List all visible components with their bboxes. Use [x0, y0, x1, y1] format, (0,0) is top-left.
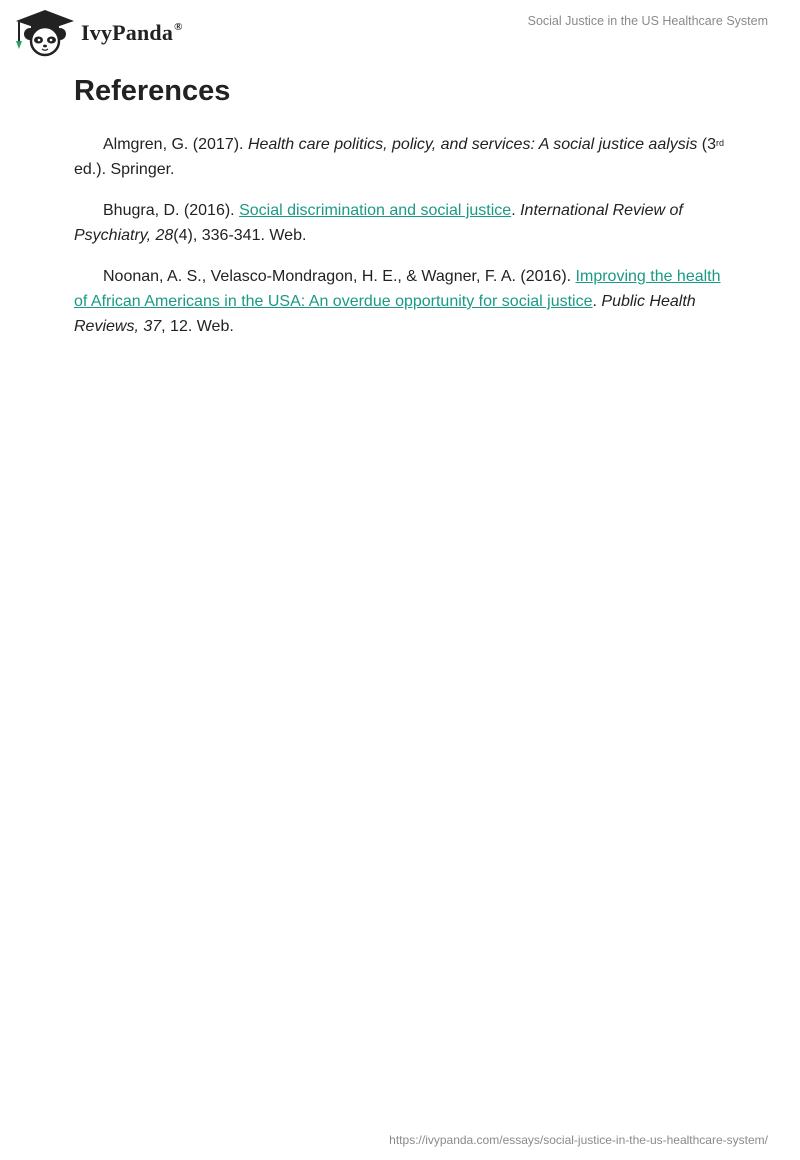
registered-mark: ®	[174, 20, 183, 33]
reference-journal: Public Health Reviews, 37	[74, 293, 696, 335]
reference-edition-pre: (3	[697, 136, 716, 153]
references-list	[74, 132, 734, 355]
reference-edition-sup: rd	[716, 138, 725, 148]
footer-url[interactable]: https://ivypanda.com/essays/social-justice-in-the-us-healthcare-system/	[389, 1133, 768, 1147]
reference-edition-post: ed.). Springer.	[74, 161, 175, 178]
reference-item	[74, 198, 734, 248]
reference-journal: International Review of Psychiatry, 28	[74, 202, 683, 244]
reference-authors: Almgren, G. (2017).	[103, 136, 248, 153]
reference-details: , 12. Web.	[161, 318, 234, 335]
reference-authors: Bhugra, D. (2016).	[103, 202, 240, 219]
ivypanda-logo[interactable]	[14, 7, 183, 57]
reference-item	[74, 264, 734, 339]
reference-link[interactable]: Improving the health of African Americans in the USA: An overdue opportunity for social justice	[74, 268, 721, 310]
page-heading: References	[74, 75, 231, 107]
reference-item	[74, 132, 734, 182]
panda-graduate-icon	[14, 7, 76, 57]
reference-separator: .	[511, 202, 521, 219]
reference-link[interactable]: Social discrimination and social justice	[239, 202, 512, 219]
document-title: Social Justice in the US Healthcare System	[527, 14, 768, 28]
reference-separator: .	[592, 293, 602, 310]
brand-text: IvyPanda	[81, 20, 174, 45]
brand-name	[81, 20, 183, 46]
reference-book-title: Health care politics, policy, and services: A social justice aalysis	[247, 136, 698, 153]
reference-authors: Noonan, A. S., Velasco-Mondragon, H. E., & Wagner, F. A. (2016).	[103, 268, 576, 285]
reference-details: (4), 336-341. Web.	[173, 227, 307, 244]
